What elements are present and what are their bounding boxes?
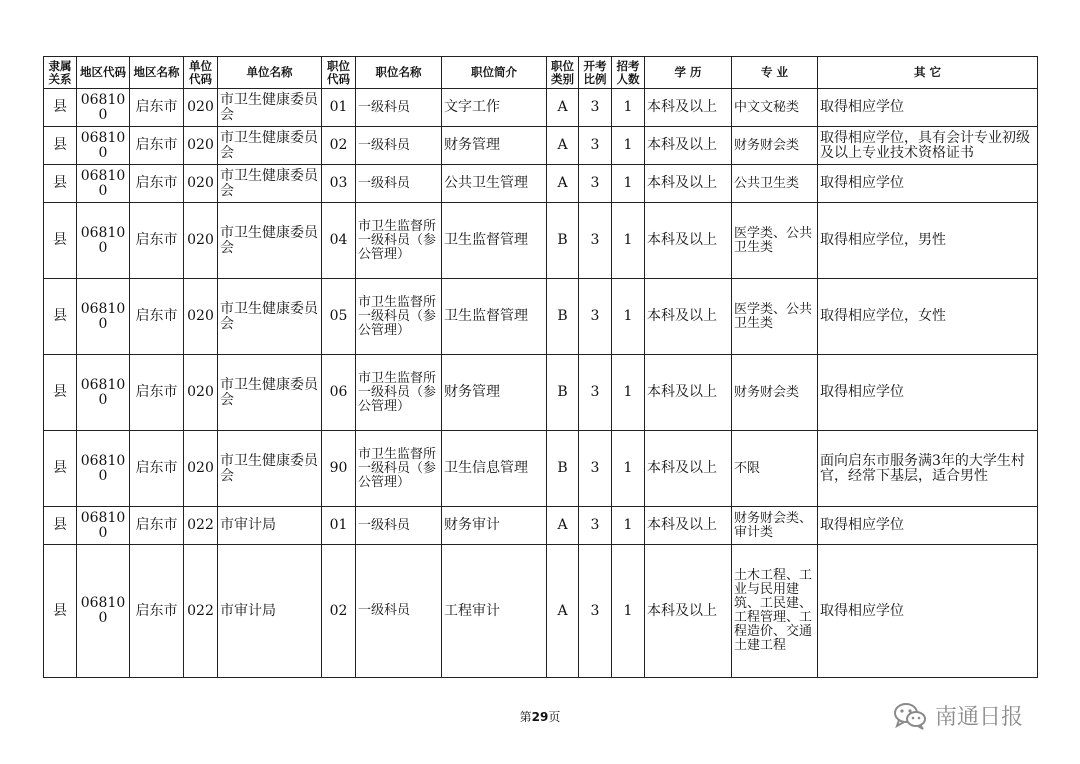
major-cell: 财务财会类、审计类: [732, 507, 818, 545]
region-code-cell: 068100: [77, 279, 130, 355]
position-code-cell: 04: [322, 203, 356, 279]
exam-ratio-cell: 3: [579, 431, 612, 507]
position-summary-cell: 财务管理: [442, 355, 547, 431]
position-summary-cell: 公共卫生管理: [442, 165, 547, 203]
table-row: [44, 431, 1038, 507]
recruit-count-cell: 1: [612, 279, 645, 355]
other-cell: 取得相应学位: [818, 89, 1038, 127]
unit-code-cell: 020: [184, 165, 218, 203]
unit-code-cell: 020: [184, 203, 218, 279]
position-name-cell: 市卫生监督所一级科员（参公管理）: [356, 279, 442, 355]
unit-name-cell: 市卫生健康委员会: [218, 127, 322, 165]
column-header: 单位名称: [218, 57, 322, 89]
region-code-cell: 068100: [77, 203, 130, 279]
region-name-cell: 启东市: [130, 89, 184, 127]
unit-name-cell: 市审计局: [218, 507, 322, 545]
column-header: 招考人数: [612, 57, 645, 89]
education-cell: 本科及以上: [645, 279, 732, 355]
unit-name-cell: 市卫生健康委员会: [218, 431, 322, 507]
region-code-cell: 068100: [77, 165, 130, 203]
region-code-cell: 068100: [77, 545, 130, 678]
education-cell: 本科及以上: [645, 431, 732, 507]
page-prefix: 第: [519, 710, 532, 724]
exam-ratio-cell: 3: [579, 127, 612, 165]
education-cell: 本科及以上: [645, 355, 732, 431]
affiliation-cell: 县: [44, 507, 77, 545]
position-category-cell: B: [547, 355, 579, 431]
position-code-cell: 01: [322, 507, 356, 545]
major-cell: 医学类、公共卫生类: [732, 203, 818, 279]
exam-ratio-cell: 3: [579, 507, 612, 545]
education-cell: 本科及以上: [645, 507, 732, 545]
position-summary-cell: 卫生监督管理: [442, 203, 547, 279]
position-summary-cell: 卫生信息管理: [442, 431, 547, 507]
position-code-cell: 03: [322, 165, 356, 203]
major-cell: 土木工程、工业与民用建筑、工民建、工程管理、工程造价、交通土建工程: [732, 545, 818, 678]
position-name-cell: 市卫生监督所一级科员（参公管理）: [356, 431, 442, 507]
watermark: [893, 700, 1023, 731]
other-cell: 取得相应学位，女性: [818, 279, 1038, 355]
other-cell: 取得相应学位，具有会计专业初级及以上专业技术资格证书: [818, 127, 1038, 165]
region-name-cell: 启东市: [130, 507, 184, 545]
other-cell: 面向启东市服务满3年的大学生村官，经常下基层，适合男性: [818, 431, 1038, 507]
recruit-count-cell: 1: [612, 507, 645, 545]
affiliation-cell: 县: [44, 545, 77, 678]
major-cell: 中文文秘类: [732, 89, 818, 127]
position-name-cell: 一级科员: [356, 507, 442, 545]
region-code-cell: 068100: [77, 127, 130, 165]
position-name-cell: 市卫生监督所一级科员（参公管理）: [356, 203, 442, 279]
wechat-icon: [893, 702, 927, 730]
other-cell: 取得相应学位: [818, 165, 1038, 203]
unit-code-cell: 020: [184, 431, 218, 507]
position-name-cell: 市卫生监督所一级科员（参公管理）: [356, 355, 442, 431]
other-cell: 取得相应学位: [818, 355, 1038, 431]
position-name-cell: 一级科员: [356, 89, 442, 127]
region-code-cell: 068100: [77, 431, 130, 507]
column-header: 学 历: [645, 57, 732, 89]
table-row: [44, 355, 1038, 431]
affiliation-cell: 县: [44, 127, 77, 165]
column-header: 地区代码: [77, 57, 130, 89]
header-row: [44, 57, 1038, 89]
education-cell: 本科及以上: [645, 203, 732, 279]
unit-name-cell: 市卫生健康委员会: [218, 355, 322, 431]
major-cell: 财务财会类: [732, 355, 818, 431]
major-cell: 公共卫生类: [732, 165, 818, 203]
table-row: [44, 203, 1038, 279]
position-summary-cell: 卫生监督管理: [442, 279, 547, 355]
affiliation-cell: 县: [44, 355, 77, 431]
recruit-count-cell: 1: [612, 355, 645, 431]
affiliation-cell: 县: [44, 89, 77, 127]
affiliation-cell: 县: [44, 279, 77, 355]
unit-code-cell: 020: [184, 127, 218, 165]
education-cell: 本科及以上: [645, 89, 732, 127]
column-header: 单位代码: [184, 57, 218, 89]
position-table: [43, 56, 1038, 678]
region-name-cell: 启东市: [130, 545, 184, 678]
position-code-cell: 02: [322, 545, 356, 678]
column-header: 职位类别: [547, 57, 579, 89]
education-cell: 本科及以上: [645, 165, 732, 203]
column-header: 隶属关系: [44, 57, 77, 89]
exam-ratio-cell: 3: [579, 165, 612, 203]
exam-ratio-cell: 3: [579, 89, 612, 127]
table-row: [44, 127, 1038, 165]
table-row: [44, 545, 1038, 678]
page-suffix: 页: [548, 710, 561, 724]
position-category-cell: B: [547, 431, 579, 507]
unit-code-cell: 020: [184, 89, 218, 127]
unit-name-cell: 市卫生健康委员会: [218, 203, 322, 279]
region-code-cell: 068100: [77, 89, 130, 127]
position-code-cell: 06: [322, 355, 356, 431]
major-cell: 财务财会类: [732, 127, 818, 165]
column-header: 职位简介: [442, 57, 547, 89]
unit-code-cell: 020: [184, 355, 218, 431]
recruit-count-cell: 1: [612, 127, 645, 165]
position-code-cell: 05: [322, 279, 356, 355]
position-code-cell: 02: [322, 127, 356, 165]
exam-ratio-cell: 3: [579, 203, 612, 279]
region-name-cell: 启东市: [130, 127, 184, 165]
table-row: [44, 279, 1038, 355]
unit-name-cell: 市卫生健康委员会: [218, 89, 322, 127]
position-name-cell: 一级科员: [356, 165, 442, 203]
region-name-cell: 启东市: [130, 203, 184, 279]
page-number: 29: [531, 710, 549, 724]
exam-ratio-cell: 3: [579, 279, 612, 355]
region-code-cell: 068100: [77, 355, 130, 431]
column-header: 职位名称: [356, 57, 442, 89]
position-name-cell: 一级科员: [356, 127, 442, 165]
position-code-cell: 01: [322, 89, 356, 127]
table-row: [44, 507, 1038, 545]
column-header: 其 它: [818, 57, 1038, 89]
exam-ratio-cell: 3: [579, 355, 612, 431]
recruit-count-cell: 1: [612, 165, 645, 203]
unit-name-cell: 市卫生健康委员会: [218, 165, 322, 203]
recruit-count-cell: 1: [612, 203, 645, 279]
column-header: 专 业: [732, 57, 818, 89]
other-cell: 取得相应学位: [818, 507, 1038, 545]
major-cell: 医学类、公共卫生类: [732, 279, 818, 355]
position-summary-cell: 工程审计: [442, 545, 547, 678]
affiliation-cell: 县: [44, 203, 77, 279]
column-header: 地区名称: [130, 57, 184, 89]
position-name-cell: 一级科员: [356, 545, 442, 678]
position-category-cell: B: [547, 203, 579, 279]
position-code-cell: 90: [322, 431, 356, 507]
education-cell: 本科及以上: [645, 545, 732, 678]
affiliation-cell: 县: [44, 431, 77, 507]
exam-ratio-cell: 3: [579, 545, 612, 678]
position-summary-cell: 财务审计: [442, 507, 547, 545]
position-summary-cell: 文字工作: [442, 89, 547, 127]
position-category-cell: A: [547, 507, 579, 545]
affiliation-cell: 县: [44, 165, 77, 203]
position-category-cell: A: [547, 545, 579, 678]
position-category-cell: A: [547, 127, 579, 165]
region-name-cell: 启东市: [130, 355, 184, 431]
region-code-cell: 068100: [77, 507, 130, 545]
recruit-count-cell: 1: [612, 89, 645, 127]
position-category-cell: A: [547, 89, 579, 127]
recruit-count-cell: 1: [612, 431, 645, 507]
column-header: 开考比例: [579, 57, 612, 89]
position-summary-cell: 财务管理: [442, 127, 547, 165]
other-cell: 取得相应学位: [818, 545, 1038, 678]
region-name-cell: 启东市: [130, 279, 184, 355]
watermark-text: 南通日报: [935, 705, 1024, 730]
recruit-count-cell: 1: [612, 545, 645, 678]
major-cell: 不限: [732, 431, 818, 507]
region-name-cell: 启东市: [130, 165, 184, 203]
unit-code-cell: 022: [184, 545, 218, 678]
table-row: [44, 165, 1038, 203]
position-category-cell: B: [547, 279, 579, 355]
education-cell: 本科及以上: [645, 127, 732, 165]
other-cell: 取得相应学位，男性: [818, 203, 1038, 279]
unit-code-cell: 020: [184, 279, 218, 355]
unit-code-cell: 022: [184, 507, 218, 545]
position-category-cell: A: [547, 165, 579, 203]
unit-name-cell: 市卫生健康委员会: [218, 279, 322, 355]
unit-name-cell: 市审计局: [218, 545, 322, 678]
column-header: 职位代码: [322, 57, 356, 89]
region-name-cell: 启东市: [130, 431, 184, 507]
table-row: [44, 89, 1038, 127]
